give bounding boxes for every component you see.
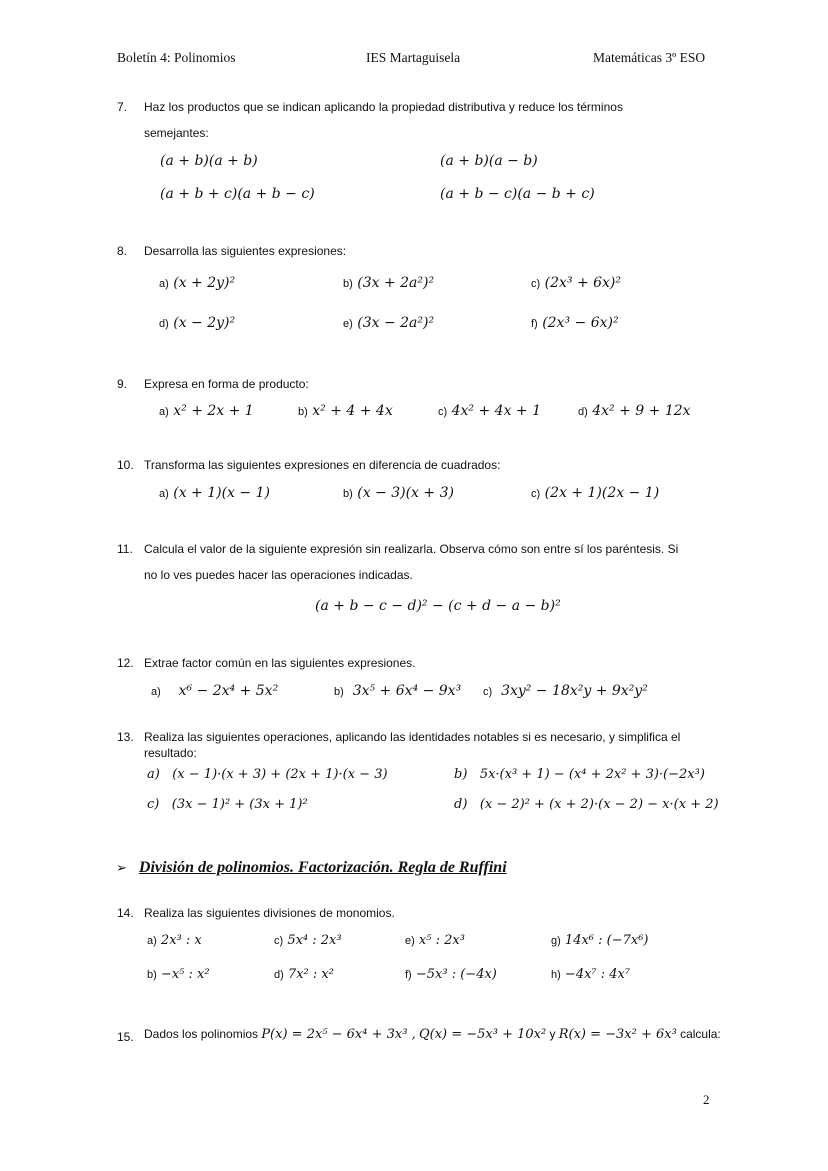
q9-label-c: c) bbox=[438, 406, 448, 418]
q14-expr-h: −4x⁷ : 4x⁷ bbox=[564, 967, 631, 982]
section-title: División de polinomios. Factorización. Regla de Ruffini bbox=[138, 859, 507, 876]
q13-label-c: c) bbox=[147, 797, 160, 812]
q13-label-b: b) bbox=[454, 767, 468, 782]
q14-item-d bbox=[274, 967, 334, 982]
q9-expr-c: 4x² + 4x + 1 bbox=[451, 403, 542, 419]
q10-expr-c: (2x + 1)(2x − 1) bbox=[544, 485, 660, 501]
q9-item-d bbox=[578, 403, 691, 419]
q7-expr-2: (a + b)(a − b) bbox=[440, 153, 538, 169]
q14-item-h bbox=[551, 967, 630, 982]
q14-expr-g: 14x⁶ : (−7x⁶) bbox=[564, 933, 649, 948]
q8-expr-d: (x − 2y)² bbox=[173, 315, 236, 331]
q14-label-g: g) bbox=[551, 935, 561, 947]
q12-number: 12. bbox=[117, 656, 134, 670]
q8-expr-e: (3x − 2a²)² bbox=[357, 315, 435, 331]
q14-expr-c: 5x⁴ : 2x³ bbox=[287, 933, 342, 948]
q12-text: Extrae factor común en las siguientes expresiones. bbox=[144, 656, 416, 670]
q14-item-b bbox=[147, 967, 210, 982]
q8-text: Desarrolla las siguientes expresiones: bbox=[144, 244, 347, 258]
q14-label-f: f) bbox=[405, 969, 412, 981]
q13-item-b bbox=[454, 767, 705, 782]
q11-number: 11. bbox=[117, 542, 133, 556]
q15-text-pre: Dados los polinomios bbox=[144, 1027, 259, 1041]
q14-item-c bbox=[274, 933, 342, 948]
q8-label-f: f) bbox=[531, 318, 538, 330]
q10-number: 10. bbox=[117, 458, 134, 472]
q14-expr-e: x⁵ : 2x³ bbox=[418, 933, 465, 948]
q7-expr-1: (a + b)(a + b) bbox=[160, 153, 258, 169]
q10-expr-b: (x − 3)(x + 3) bbox=[357, 485, 454, 501]
q8-label-e: e) bbox=[343, 318, 353, 330]
q9-expr-b: x² + 4 + 4x bbox=[312, 403, 393, 419]
q15-number: 15. bbox=[117, 1030, 134, 1044]
q8-label-a: a) bbox=[159, 278, 169, 290]
q7-number: 7. bbox=[117, 100, 128, 114]
q13-text-line1: Realiza las siguientes operaciones, aplicando las identidades notables si es necesario, y simplifica el bbox=[144, 730, 681, 744]
q12-item-c bbox=[483, 683, 648, 699]
q15-conj: y bbox=[549, 1027, 556, 1041]
q13-number: 13. bbox=[117, 730, 134, 744]
q8-item-c bbox=[531, 275, 621, 291]
header-center: IES Martaguisela bbox=[366, 50, 461, 65]
q9-label-d: d) bbox=[578, 406, 588, 418]
q12-label-c: c) bbox=[483, 686, 493, 698]
q15-poly-r: R(x) = −3x² + 6x³ bbox=[558, 1027, 677, 1042]
q11-expr: (a + b − c − d)² − (c + d − a − b)² bbox=[315, 598, 561, 614]
q14-label-a: a) bbox=[147, 935, 157, 947]
q7-text-line1: Haz los productos que se indican aplicando la propiedad distributiva y reduce los términos bbox=[144, 100, 623, 114]
q8-item-a bbox=[159, 275, 235, 291]
q14-item-e bbox=[405, 933, 465, 948]
q8-label-c: c) bbox=[531, 278, 541, 290]
q9-label-a: a) bbox=[159, 406, 169, 418]
q12-label-a: a) bbox=[151, 686, 161, 698]
q13-item-d bbox=[454, 797, 719, 812]
q8-expr-f: (2x³ − 6x)² bbox=[542, 315, 619, 331]
q14-label-h: h) bbox=[551, 969, 561, 981]
q9-number: 9. bbox=[117, 377, 128, 391]
q11-text-line1: Calcula el valor de la siguiente expresión sin realizarla. Observa cómo son entre sí los paréntesis. Si bbox=[144, 542, 679, 556]
q10-item-a bbox=[159, 485, 270, 501]
q9-text: Expresa en forma de producto: bbox=[144, 377, 309, 391]
q8-label-b: b) bbox=[343, 278, 353, 290]
q13-expr-a: (x − 1)·(x + 3) + (2x + 1)·(x − 3) bbox=[172, 767, 388, 782]
q9-item-a bbox=[159, 403, 254, 419]
q12-expr-a: x⁶ − 2x⁴ + 5x² bbox=[178, 683, 279, 699]
q12-expr-c: 3xy² − 18x²y + 9x²y² bbox=[501, 683, 648, 699]
q9-item-b bbox=[298, 403, 393, 419]
header-right: Matemáticas 3º ESO bbox=[593, 50, 706, 65]
q14-expr-a: 2x³ : x bbox=[160, 933, 202, 948]
q8-item-e bbox=[343, 315, 434, 331]
q10-text: Transforma las siguientes expresiones en diferencia de cuadrados: bbox=[144, 458, 501, 472]
page-number: 2 bbox=[703, 1092, 710, 1107]
q9-label-b: b) bbox=[298, 406, 308, 418]
q8-item-d bbox=[159, 315, 235, 331]
q12-item-b bbox=[334, 683, 461, 699]
q14-expr-f: −5x³ : (−4x) bbox=[415, 967, 497, 982]
q7-expr-3: (a + b + c)(a + b − c) bbox=[160, 186, 315, 202]
q8-item-b bbox=[343, 275, 434, 291]
q10-item-b bbox=[343, 485, 454, 501]
q13-expr-d: (x − 2)² + (x + 2)·(x − 2) − x·(x + 2) bbox=[479, 797, 719, 812]
q13-item-c bbox=[147, 797, 308, 812]
q10-expr-a: (x + 1)(x − 1) bbox=[173, 485, 270, 501]
q14-text: Realiza las siguientes divisiones de monomios. bbox=[144, 906, 395, 920]
q13-label-a: a) bbox=[147, 767, 160, 782]
q14-label-e: e) bbox=[405, 935, 415, 947]
q14-expr-d: 7x² : x² bbox=[287, 967, 334, 982]
q13-label-d: d) bbox=[454, 797, 468, 812]
q15-poly-q: Q(x) = −5x³ + 10x² bbox=[418, 1027, 547, 1042]
q10-label-c: c) bbox=[531, 488, 541, 500]
q9-expr-d: 4x² + 9 + 12x bbox=[592, 403, 691, 419]
q13-expr-c: (3x − 1)² + (3x + 1)² bbox=[171, 797, 308, 812]
section-heading bbox=[116, 859, 507, 877]
q15-line bbox=[144, 1026, 721, 1042]
q9-item-c bbox=[438, 403, 541, 419]
q14-label-b: b) bbox=[147, 969, 157, 981]
arrow-icon: ➢ bbox=[116, 860, 127, 875]
q11-text-line2: no lo ves puedes hacer las operaciones indicadas. bbox=[144, 568, 413, 582]
q7-text-line2: semejantes: bbox=[144, 126, 209, 140]
q14-item-f bbox=[405, 967, 497, 982]
q10-label-b: b) bbox=[343, 488, 353, 500]
q9-expr-a: x² + 2x + 1 bbox=[173, 403, 254, 419]
q10-label-a: a) bbox=[159, 488, 169, 500]
q14-expr-b: −x⁵ : x² bbox=[160, 967, 210, 982]
q12-label-b: b) bbox=[334, 686, 344, 698]
q12-expr-b: 3x⁵ + 6x⁴ − 9x³ bbox=[352, 683, 462, 699]
q8-label-d: d) bbox=[159, 318, 169, 330]
q14-label-d: d) bbox=[274, 969, 284, 981]
q8-expr-b: (3x + 2a²)² bbox=[357, 275, 435, 291]
q8-expr-a: (x + 2y)² bbox=[173, 275, 236, 291]
q14-number: 14. bbox=[117, 906, 134, 920]
q14-item-g bbox=[551, 933, 649, 948]
q13-expr-b: 5x·(x³ + 1) − (x⁴ + 2x² + 3)·(−2x³) bbox=[479, 767, 705, 782]
header-left: Boletín 4: Polinomios bbox=[117, 50, 236, 65]
q13-item-a bbox=[147, 767, 388, 782]
q13-text-line2: resultado: bbox=[144, 746, 197, 760]
q15-poly-p: P(x) = 2x⁵ − 6x⁴ + 3x³ , bbox=[261, 1027, 416, 1042]
q14-label-c: c) bbox=[274, 935, 284, 947]
q10-item-c bbox=[531, 485, 659, 501]
q8-item-f bbox=[531, 315, 619, 331]
q8-number: 8. bbox=[117, 244, 128, 258]
q7-expr-4: (a + b − c)(a − b + c) bbox=[440, 186, 595, 202]
q14-item-a bbox=[147, 933, 202, 948]
q12-item-a bbox=[151, 683, 278, 699]
q8-expr-c: (2x³ + 6x)² bbox=[544, 275, 622, 291]
q15-text-post: calcula: bbox=[680, 1027, 721, 1041]
